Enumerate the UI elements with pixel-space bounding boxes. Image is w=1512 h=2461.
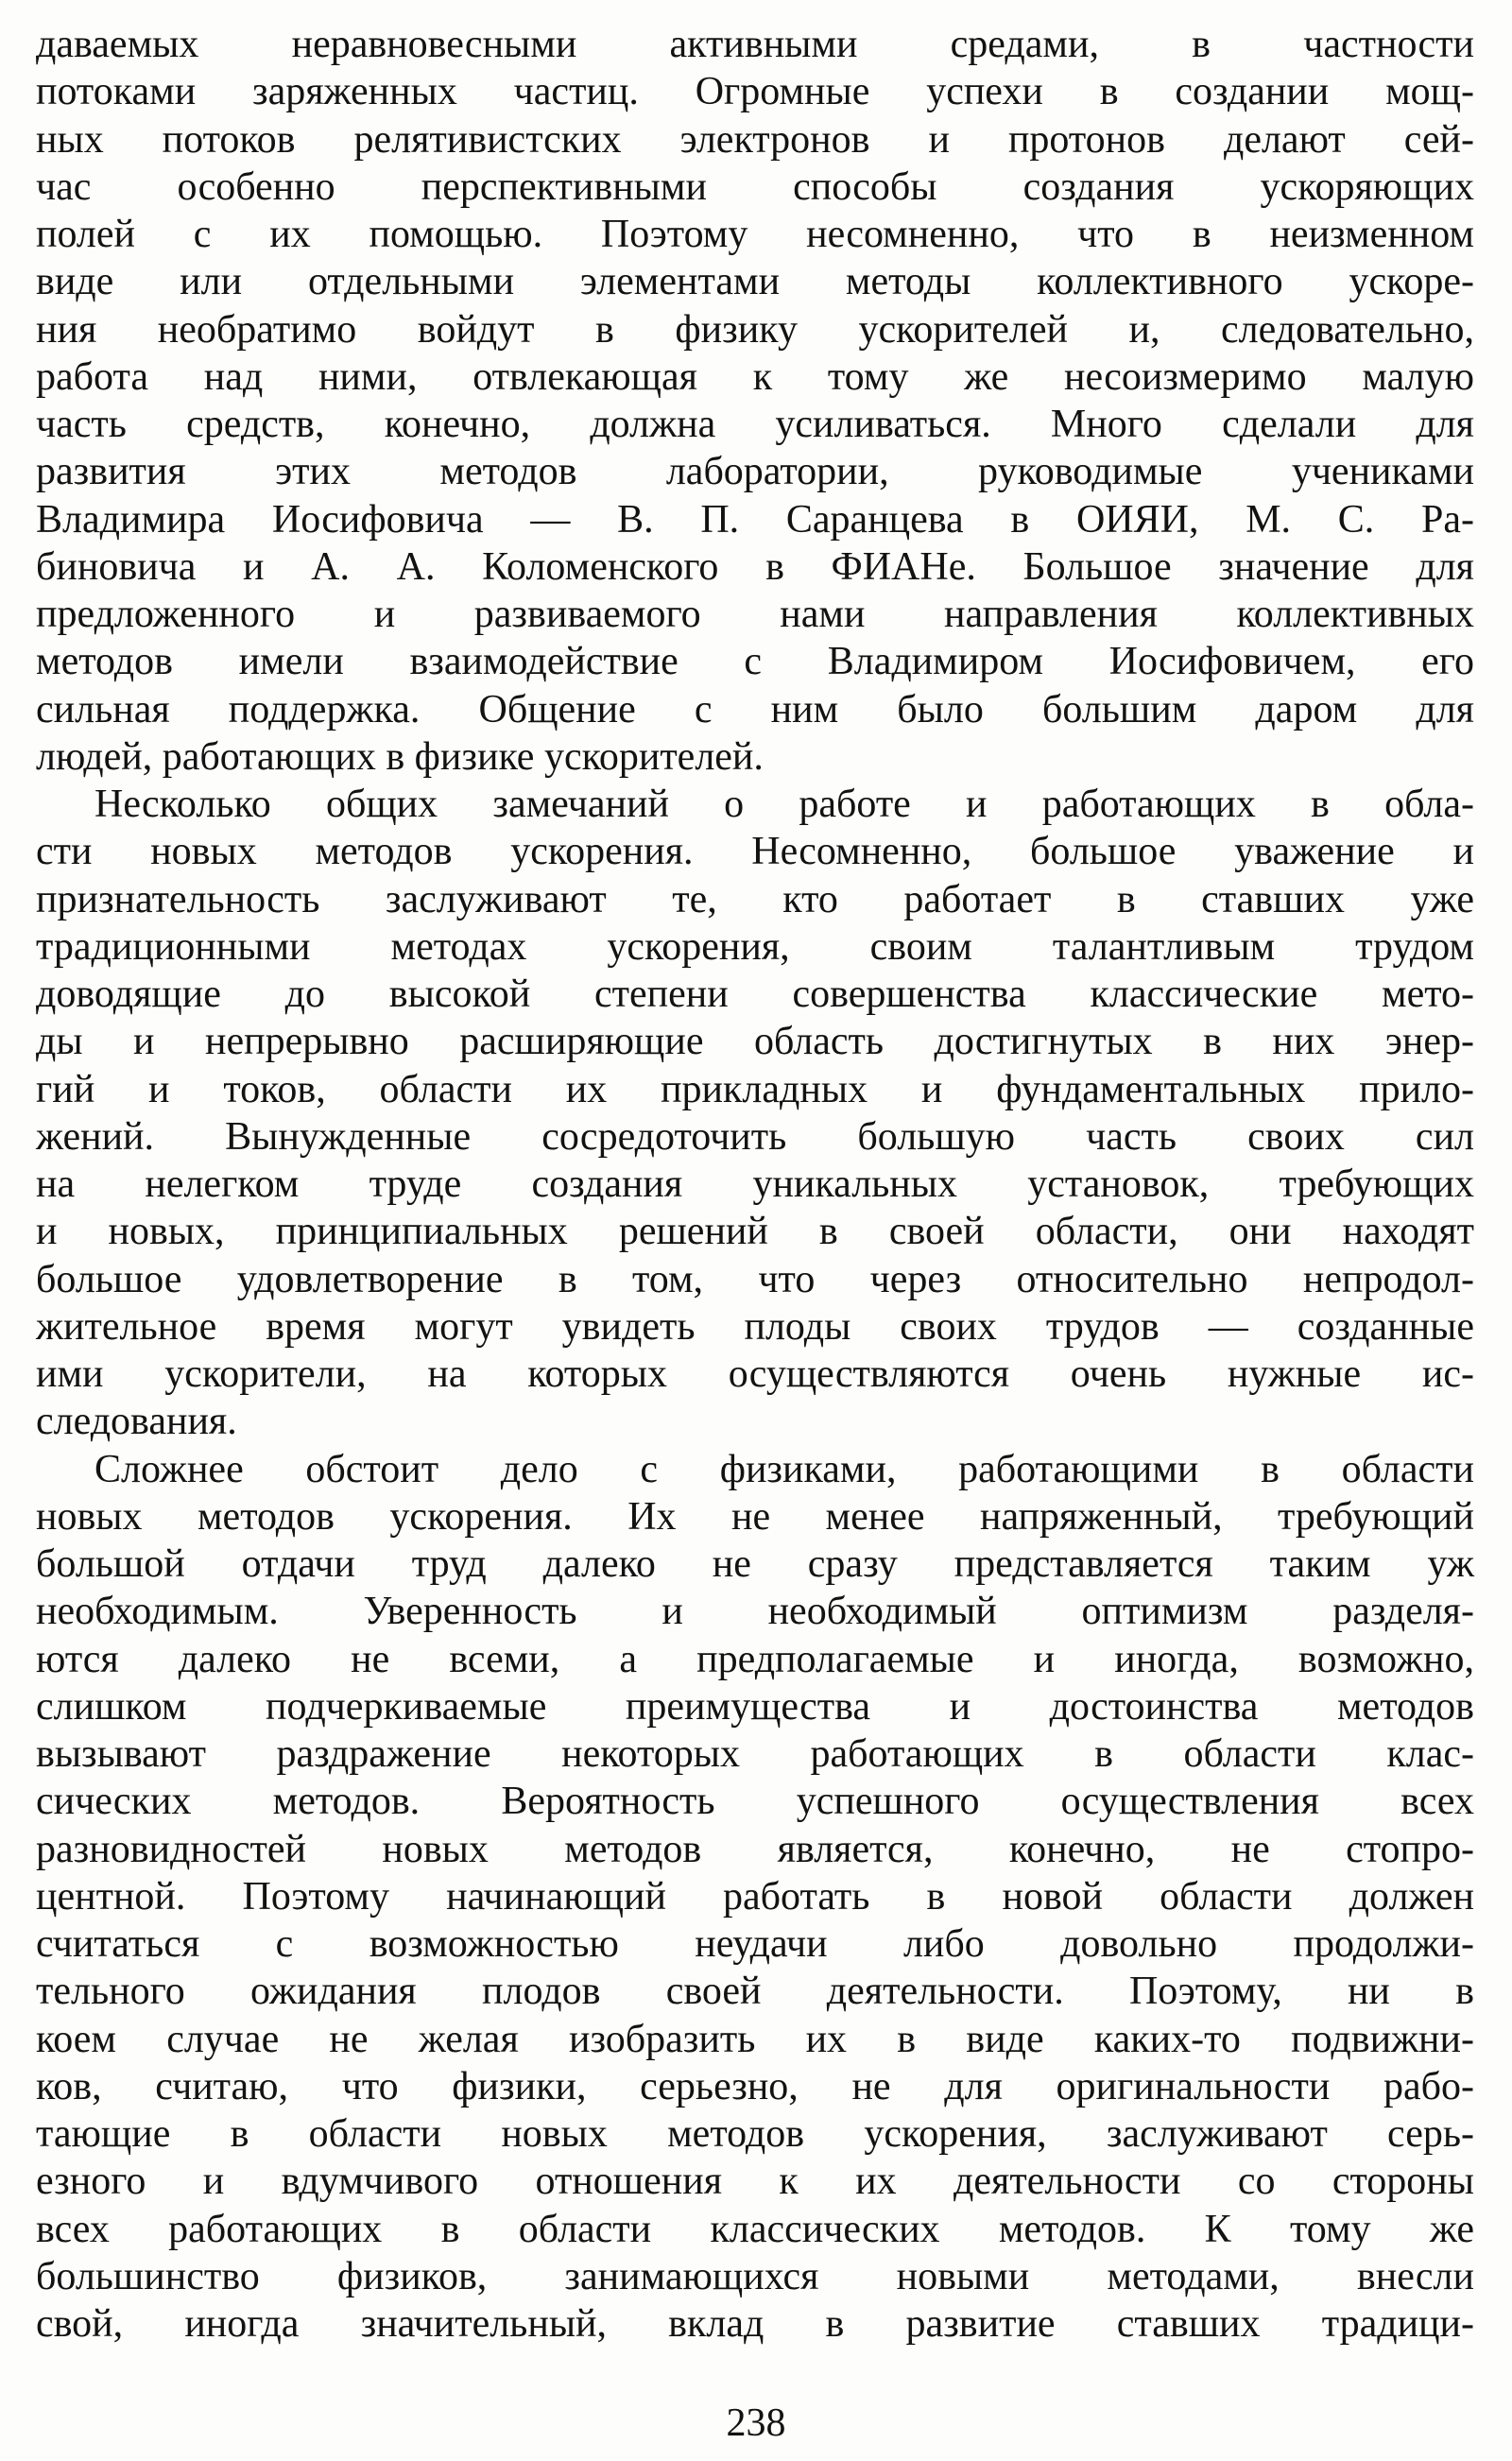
paragraph xyxy=(36,781,1474,1446)
text-line: жений. Вынужденные сосредоточить большую часть своих сил xyxy=(36,1114,1474,1159)
text-line: доводящие до высокой степени совершенства классические мето- xyxy=(36,972,1474,1016)
text-line: полей с их помощью. Поэтому несомненно, что в неизменном xyxy=(36,213,1474,256)
text-line: традиционными методах ускорения, своим талантливым трудом xyxy=(36,924,1474,969)
text-line: работа над ними, отвлекающая к тому же несоизмеримо малую xyxy=(36,354,1474,399)
text-line: всех работающих в области классических методов. К тому же xyxy=(36,2207,1474,2251)
text-line: биновича и А. А. Коломенского в ФИАНе. Большое значение для xyxy=(36,544,1474,589)
text-line: большое удовлетворение в том, что через относительно непродол- xyxy=(36,1257,1474,1301)
text-line: ных потоков релятивистских электронов и протонов делают сей- xyxy=(36,117,1474,162)
text-line: на нелегком труде создания уникальных установок, требующих xyxy=(36,1162,1474,1206)
text-line: сических методов. Вероятность успешного осуществления всех xyxy=(36,1780,1474,1824)
text-line: признательность заслуживают те, кто работает в ставших уже xyxy=(36,877,1474,921)
text-line: и новых, принципиальных решений в своей области, они находят xyxy=(36,1210,1474,1254)
text-line: большинство физиков, занимающихся новыми методами, внесли xyxy=(36,2254,1474,2298)
text-line: жительное время могут увидеть плоды своих трудов — созданные xyxy=(36,1304,1474,1349)
text-line: сти новых методов ускорения. Несомненно, большое уважение и xyxy=(36,830,1474,874)
text-line: методов имели взаимодействие с Владимиром Иосифовичем, его xyxy=(36,640,1474,684)
text-line: ния необратимо войдут в физику ускорителей и, следовательно, xyxy=(36,307,1474,352)
body-text xyxy=(36,21,1474,2348)
text-line: ими ускорители, на которых осуществляются очень нужные ис- xyxy=(36,1352,1474,1396)
text-line: предложенного и развиваемого нами направления коллективных xyxy=(36,593,1474,636)
text-line: слишком подчеркиваемые преимущества и достоинства методов xyxy=(36,1684,1474,1729)
text-line: Владимира Иосифовича — В. П. Саранцева в ОИЯИ, М. С. Ра- xyxy=(36,497,1474,542)
text-line: гий и токов, области их прикладных и фундаментальных прило- xyxy=(36,1067,1474,1111)
text-line: большой отдачи труд далеко не сразу представляется таким уж xyxy=(36,1542,1474,1586)
text-line: вызывают раздражение некоторых работающих в области клас- xyxy=(36,1732,1474,1776)
text-line: необходимым. Уверенность и необходимый оптимизм разделя- xyxy=(36,1590,1474,1634)
text-line: тельного ожидания плодов своей деятельности. Поэтому, ни в xyxy=(36,1970,1474,2014)
paragraph xyxy=(36,21,1474,781)
text-line: даваемых неравновесными активными средами, в частности xyxy=(36,23,1474,66)
text-line: разновидностей новых методов является, конечно, не стопро- xyxy=(36,1827,1474,1871)
text-line: ются далеко не всеми, а предполагаемые и иногда, возможно, xyxy=(36,1637,1474,1681)
text-line: езного и вдумчивого отношения к их деятельности со стороны xyxy=(36,2160,1474,2204)
text-line: считаться с возможностью неудачи либо довольно продолжи- xyxy=(36,1922,1474,1966)
text-line: коем случае не желая изобразить их в виде каких-то подвижни- xyxy=(36,2017,1474,2061)
text-line: ды и непрерывно расширяющие область достигнутых в них энер- xyxy=(36,1020,1474,1064)
text-line: часть средств, конечно, должна усиливаться. Много сделали для xyxy=(36,403,1474,446)
text-line: следования. xyxy=(36,1400,237,1444)
text-line: центной. Поэтому начинающий работать в новой области должен xyxy=(36,1874,1474,1919)
text-line: сильная поддержка. Общение с ним было большим даром для xyxy=(36,687,1474,731)
text-line: ков, считаю, что физики, серьезно, не для оригинальности рабо- xyxy=(36,2064,1474,2108)
text-line: свой, иногда значительный, вклад в развитие ставших традици- xyxy=(36,2302,1474,2346)
text-line: потоками заряженных частиц. Огромные успехи в создании мощ- xyxy=(36,70,1474,114)
page-number: 238 xyxy=(726,2401,786,2445)
text-line: тающие в области новых методов ускорения, заслуживают серь- xyxy=(36,2112,1474,2156)
text-line: развития этих методов лаборатории, руководимые учениками xyxy=(36,450,1474,494)
text-line: Сложнее обстоит дело с физиками, работающими в области xyxy=(94,1447,1474,1491)
paragraph xyxy=(36,1446,1474,2349)
text-line: час особенно перспективными способы создания ускоряющих xyxy=(36,164,1474,209)
text-line: людей, работающих в физике ускорителей. xyxy=(36,734,764,779)
text-line: виде или отдельными элементами методы коллективного ускоре- xyxy=(36,260,1474,304)
text-line: новых методов ускорения. Их не менее напряженный, требующий xyxy=(36,1494,1474,1539)
text-line: Несколько общих замечаний о работе и работающих в обла- xyxy=(94,783,1474,826)
